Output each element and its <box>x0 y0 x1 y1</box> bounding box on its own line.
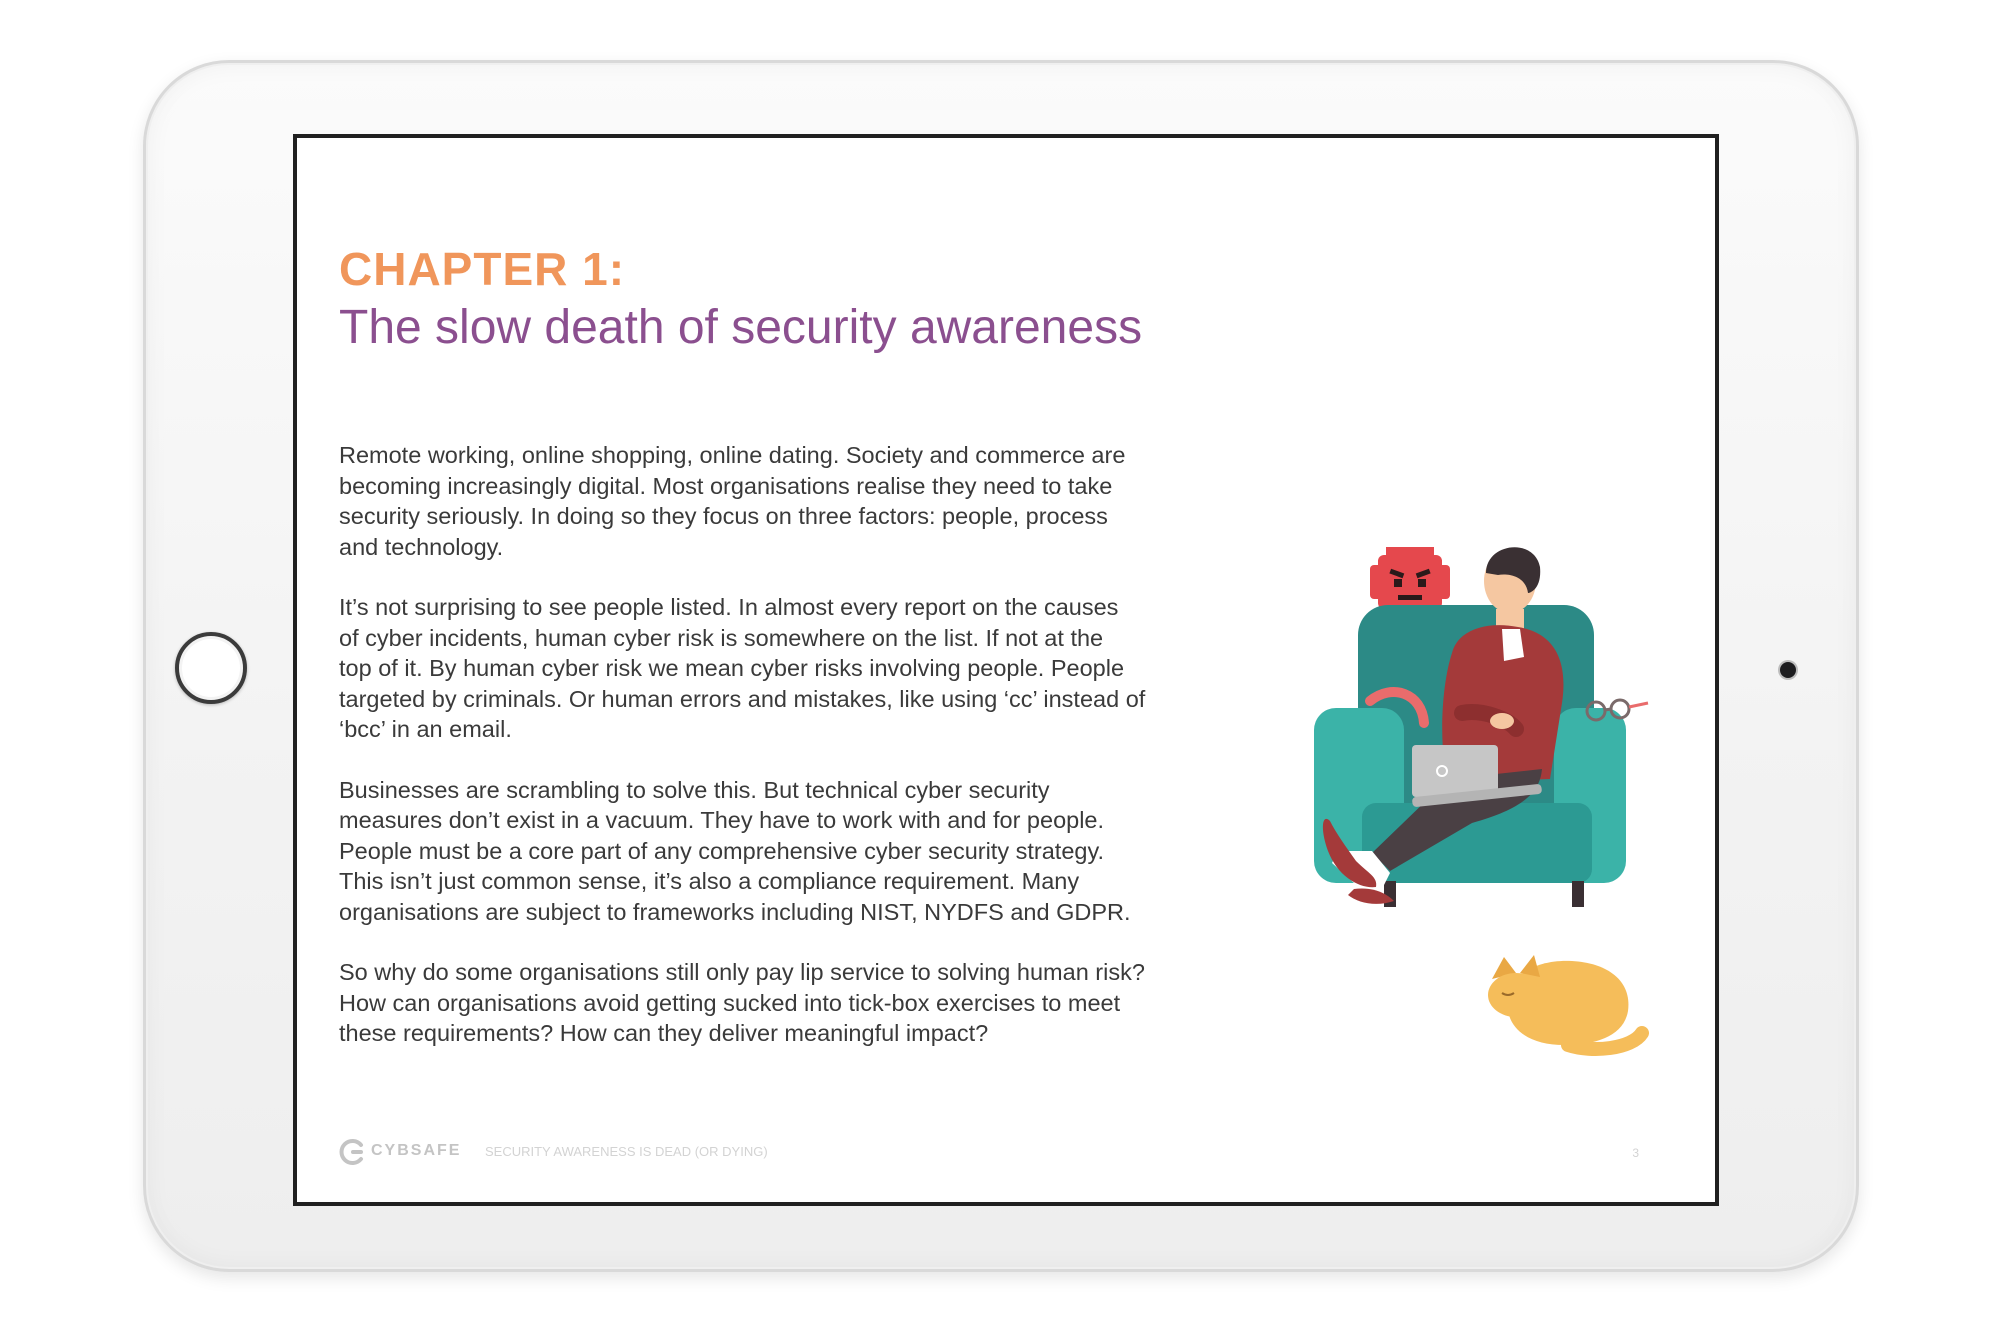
tablet-screen <box>293 134 1719 1206</box>
paragraph-1: Remote working, online shopping, online dating. Society and commerce are becoming increasingly digital. Most organisations realise they need to take security seriously. In doing so they focus on three factors: people, process and technology. <box>339 442 1126 560</box>
home-button[interactable] <box>175 632 247 704</box>
body-text <box>339 440 1319 1079</box>
man-on-armchair-illustration <box>1272 533 1672 1073</box>
paragraph-4: So why do some organisations still only pay lip service to solving human risk? How can organisations avoid getting sucked into tick-box exercises to meet these requirements? How can they deliver meaningful impact? <box>339 959 1145 1046</box>
page-footer <box>339 1138 1679 1168</box>
footer-page-number: 3 <box>1632 1146 1639 1160</box>
chapter-label: CHAPTER 1: <box>339 243 626 295</box>
chapter-title: The slow death of security awareness <box>339 301 1143 354</box>
footer-tagline: SECURITY AWARENESS IS DEAD (OR DYING) <box>485 1144 768 1159</box>
cybsafe-logo-icon <box>339 1138 367 1166</box>
footer-brand: CYBSAFE <box>371 1142 462 1159</box>
sleeping-cat-icon <box>1488 955 1642 1049</box>
angry-emoji-icon <box>1370 547 1450 609</box>
paragraph-2: It’s not surprising to see people listed. In almost every report on the causes of cyber incidents, human cyber risk is somewhere on the list. If not at the top of it. By human cyber risk we mean cyber risks involving people. People targeted by criminals. Or human errors and mistakes, like using ‘cc’ instead of ‘bcc’ in an email. <box>339 594 1146 742</box>
paragraph-3: Businesses are scrambling to solve this. But technical cyber security measures don’t exist in a vacuum. They have to work with and for people. People must be a core part of any comprehensive cyber security strategy. This isn’t just common sense, it’s also a compliance requirement. Many organisations are subject to frameworks including NIST, NYDFS and GDPR. <box>339 776 1131 925</box>
front-camera <box>1780 662 1796 678</box>
